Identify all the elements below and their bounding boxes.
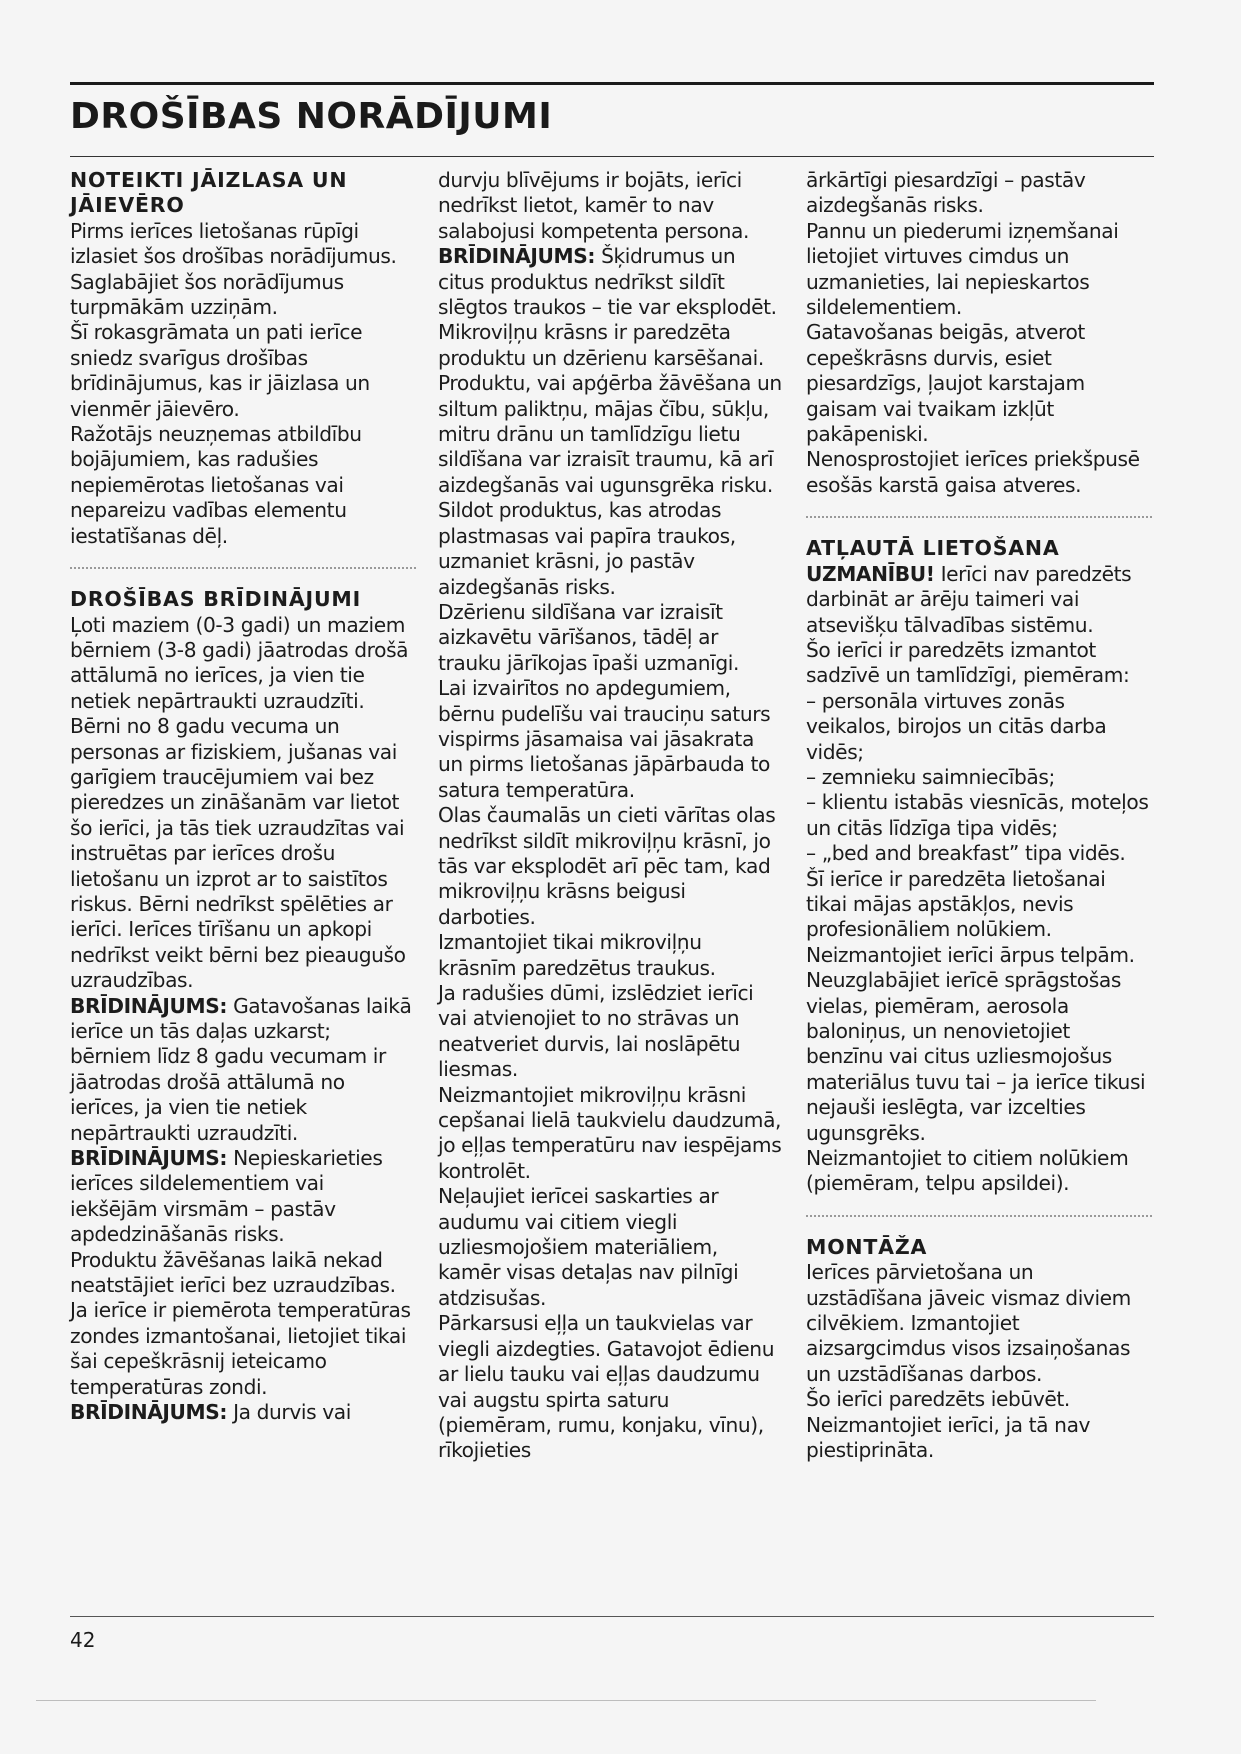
paragraph: Ļoti maziem (0-3 gadi) un maziem bērniem (3-8 gadi) jāatrodas drošā attālumā no ierīces, ja vien tie netiek nepārtraukti uzraudzīti.	[70, 612, 409, 713]
paragraph: Neizmantojiet ierīci, ja tā nav piestiprināta.	[806, 1412, 1091, 1463]
paragraph: Šī rokasgrāmata un pati ierīce sniedz svarīgus drošības brīdinājumus, kas ir jāizlasa un vienmēr jāievēro.	[70, 320, 370, 421]
top-divider	[70, 82, 1154, 85]
warning-text: Šķidrumus un citus produktus nedrīkst sildīt slēgtos traukos – tie var eksplodēt.	[438, 244, 777, 320]
warning-label: BRĪDINĀJUMS:	[70, 993, 228, 1018]
paragraph: Gatavošanas beigās, atverot cepeškrāsns durvis, esiet piesardzīgs, ļaujot karstajam gaisam vai tvaikam izkļūt pakāpeniski.	[806, 320, 1085, 447]
warning-paragraph	[70, 1146, 416, 1248]
paragraph: Šo ierīci paredzēts iebūvēt.	[806, 1387, 1070, 1412]
list-item: – zemnieku saimniecībās;	[806, 764, 1055, 789]
warning-label: BRĪDINĀJUMS:	[438, 244, 596, 269]
paragraph: Saglabājiet šos norādījumus turpmākām uzziņām.	[70, 269, 344, 320]
warning-text: Gatavošanas laikā ierīce un tās daļas uzkarst; bērniem līdz 8 gadu vecumam ir jāatrodas drošā attālumā no ierīces, ja vien tie netiek nepārtraukti uzraudzīti.	[70, 993, 412, 1145]
paragraph: Ierīces pārvietošana un uzstādīšana jāveic vismaz diviem cilvēkiem. Izmantojiet aizsargcimdus visos izsaiņošanas un uzstādīšanas darbos.	[806, 1260, 1131, 1386]
section-heading-safety-warnings: DROŠĪBAS BRĪDINĀJUMI	[70, 587, 362, 612]
paragraph: Mikroviļņu krāsns ir paredzēta produktu un dzērienu karsēšanai. Produktu, vai apģērba žāvēšana un siltum paliktņu, mājas čību, sūkļu, mitru drānu un tamlīdzīgu lietu sildīšana var izraisīt traumu, kā arī aizdegšanās vai ugunsgrēka risku.	[438, 320, 782, 497]
dotted-divider	[806, 516, 1152, 518]
scan-edge-line	[36, 1700, 1096, 1701]
paragraph: Ja radušies dūmi, izslēdziet ierīci vai atvienojiet to no strāvas un neatveriet durvis, lai noslāpētu liesmas.	[438, 981, 754, 1082]
paragraph: Šī ierīce ir paredzēta lietošanai tikai mājas apstākļos, nevis profesionāliem nolūkiem.	[806, 866, 1106, 942]
warning-paragraph	[438, 244, 784, 320]
list-item: – „bed and breakfast” tipa vidēs.	[806, 841, 1126, 866]
section-heading-must-read: NOTEIKTI JĀIZLASA UN JĀIEVĒRO	[70, 168, 348, 218]
paragraph: Šo ierīci ir paredzēts izmantot sadzīvē un tamlīdzīgi, piemēram:	[806, 637, 1130, 688]
paragraph: Pārkarsusi eļļa un taukvielas var viegli aizdegties. Gatavojot ēdienu ar lielu tauku vai eļļas daudzumu vai augstu spirta saturu (piemēram, rumu, konjaku, vīnu), rīkojieties	[438, 1311, 775, 1463]
caution-text: Ierīci nav paredzēts darbināt ar ārēju taimeri vai atsevišķu tālvadības sistēmu.	[806, 561, 1132, 637]
warning-label: BRĪDINĀJUMS:	[70, 1400, 228, 1425]
paragraph: Neizmantojiet to citiem nolūkiem (piemēram, telpu apsildei).	[806, 1146, 1129, 1196]
paragraph: Dzērienu sildīšana var izraisīt aizkavētu vārīšanos, tādēļ ar trauku jārīkojas īpaši uzmanīgi.	[438, 599, 739, 675]
list-item: – klientu istabās viesnīcās, moteļos un citās līdzīga tipa vidēs;	[806, 790, 1149, 840]
paragraph: Produktu žāvēšanas laikā nekad neatstājiet ierīci bez uzraudzības.	[70, 1247, 396, 1298]
warning-paragraph	[70, 1400, 416, 1425]
paragraph: Izmantojiet tikai mikroviļņu krāsnīm paredzētus traukus.	[438, 930, 716, 980]
title-divider	[70, 156, 1154, 157]
section-heading-permitted-use: ATĻAUTĀ LIETOŠANA	[806, 536, 1060, 561]
page-number: 42	[70, 1628, 96, 1652]
paragraph: Ražotājs neuzņemas atbildību bojājumiem, kas radušies nepiemērotas lietošanas vai nepareizu vadības elementu iestatīšanas dēļ.	[70, 422, 362, 548]
list-item: – personāla virtuves zonās veikalos, birojos un citās darba vidēs;	[806, 688, 1107, 764]
paragraph: durvju blīvējums ir bojāts, ierīci nedrīkst lietot, kamēr to nav salabojusi kompetenta persona.	[438, 168, 750, 243]
paragraph: Neizmantojiet ierīci ārpus telpām.	[806, 942, 1135, 967]
paragraph: ārkārtīgi piesardzīgi – pastāv aizdegšanās risks.	[806, 168, 1086, 218]
footer-divider	[70, 1616, 1154, 1617]
warning-text: Ja durvis vai	[227, 1400, 351, 1425]
warning-label: BRĪDINĀJUMS:	[70, 1146, 228, 1171]
warning-text: Nepieskarieties ierīces sildelementiem vai iekšējām virsmām – pastāv apdedzināšanās risks.	[70, 1146, 383, 1247]
paragraph: Sildot produktus, kas atrodas plastmasas vai papīra traukos, uzmaniet krāsni, jo pastāv aizdegšanās risks.	[438, 498, 736, 599]
paragraph: Nenosprostojiet ierīces priekšpusē esošās karstā gaisa atveres.	[806, 447, 1140, 497]
paragraph: Pirms ierīces lietošanas rūpīgi izlasiet šos drošības norādījumus.	[70, 218, 397, 269]
column-2	[438, 168, 784, 1464]
paragraph: Olas čaumalās un cieti vārītas olas nedrīkst sildīt mikroviļņu krāsnī, jo tās var eksplodēt arī pēc tam, kad mikroviļņu krāsns beigusi darboties.	[438, 803, 776, 929]
dotted-divider	[806, 1215, 1152, 1217]
column-1	[70, 168, 416, 1426]
caution-paragraph	[806, 562, 1152, 638]
column-3	[806, 168, 1152, 1464]
paragraph: Neuzglabājiet ierīcē sprāgstošas vielas, piemēram, aerosola baloniņus, un nenovietojiet benzīnu vai citus uzliesmojošus materiālus tuvu tai – ja ierīce tikusi nejauši ieslēgta, var izcelties ugunsgrēks.	[806, 968, 1146, 1145]
paragraph: Bērni no 8 gadu vecuma un personas ar fiziskiem, jušanas vai garīgiem traucējumiem vai bez pieredzes un zināšanām var lietot šo ierīci, ja tās tiek uzraudzītas vai instruētas par ierīces drošu lietošanu un izprot ar to saistītos riskus. Bērni nedrīkst spēlēties ar ierīci. Ierīces tīrīšanu un apkopi nedrīkst veikt bērni bez pieaugušo uzraudzības.	[70, 714, 406, 993]
paragraph: Neļaujiet ierīcei saskarties ar audumu vai citiem viegli uzliesmojošiem materiāliem, kamēr visas detaļas nav pilnīgi atdzisušas.	[438, 1184, 739, 1310]
paragraph: Ja ierīce ir piemērota temperatūras zondes izmantošanai, lietojiet tikai šai cepeškrāsnij ieteicamo temperatūras zondi.	[70, 1298, 411, 1399]
section-heading-installation: MONTĀŽA	[806, 1234, 928, 1259]
dotted-divider	[70, 567, 416, 569]
paragraph: Neizmantojiet mikroviļņu krāsni cepšanai lielā taukvielu daudzumā, jo eļļas temperatūru nav iespējams kontrolēt.	[438, 1082, 782, 1183]
paragraph: Pannu un piederumi izņemšanai lietojiet virtuves cimdus un uzmanieties, lai nepieskartos sildelementiem.	[806, 218, 1119, 320]
warning-paragraph	[70, 994, 416, 1146]
page-title: DROŠĪBAS NORĀDĪJUMI	[70, 96, 553, 137]
caution-label: UZMANĪBU!	[806, 561, 935, 586]
paragraph: Lai izvairītos no apdegumiem, bērnu pudelīšu vai trauciņu saturs vispirms jāsamaisa vai jāsakrata un pirms lietošanas jāpārbauda to satura temperatūra.	[438, 676, 771, 802]
